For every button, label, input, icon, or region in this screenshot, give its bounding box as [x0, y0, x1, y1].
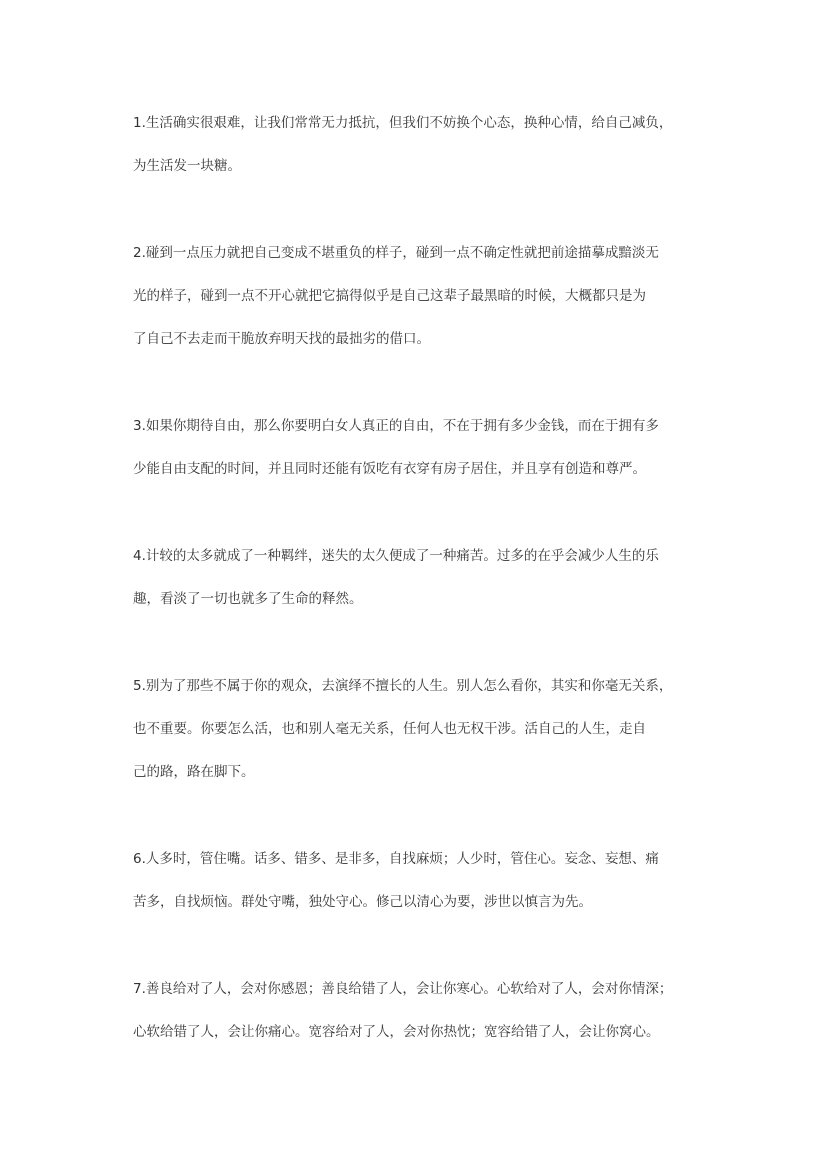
paragraph-line: 7.善良给对了人，会对你感恩；善良给错了人，会让你寒心。心软给对了人，会对你情深； [133, 981, 673, 997]
paragraph-6 [133, 849, 698, 912]
paragraph-line: 5.别为了那些不属于你的观众，去演绎不擅长的人生。别人怎么看你，其实和你毫无关系， [133, 678, 673, 694]
paragraph-2 [133, 243, 698, 349]
paragraph-line: 趣，看淡了一切也就多了生命的释然。 [133, 591, 363, 607]
paragraph-5 [133, 676, 698, 782]
paragraph-line: 少能自由支配的时间，并且同时还能有饭吃有衣穿有房子居住，并且享有创造和尊严。 [133, 461, 646, 477]
paragraph-line: 3.如果你期待自由，那么你要明白女人真正的自由，不在于拥有多少金钱，而在于拥有多 [133, 418, 659, 434]
paragraph-line: 4.计较的太多就成了一种羁绊，迷失的太久便成了一种痛苦。过多的在乎会减少人生的乐 [133, 548, 659, 564]
paragraph-line: 了自己不去走而干脆放弃明天找的最拙劣的借口。 [133, 331, 430, 347]
paragraph-line: 心软给错了人，会让你痛心。宽容给对了人，会对你热忱；宽容给错了人，会让你窝心。 [133, 1024, 660, 1040]
paragraph-line: 1.生活确实很艰难，让我们常常无力抵抗，但我们不妨换个心态，换种心情，给自己减负， [133, 115, 673, 131]
paragraph-line: 苦多，自找烦恼。群处守嘴，独处守心。修己以清心为要，涉世以慎言为先。 [133, 894, 592, 910]
paragraph-line: 为生活发一块糖。 [133, 158, 241, 174]
paragraph-3 [133, 416, 698, 479]
paragraph-line: 也不重要。你要怎么活，也和别人毫无关系，任何人也无权干涉。活自己的人生，走自 [133, 721, 646, 737]
paragraph-line: 己的路，路在脚下。 [133, 764, 255, 780]
paragraph-line: 6.人多时，管住嘴。话多、错多、是非多，自找麻烦；人少时，管住心。妄念、妄想、痛 [133, 851, 659, 867]
paragraph-line: 2.碰到一点压力就把自己变成不堪重负的样子，碰到一点不确定性就把前途描摹成黯淡无 [133, 245, 659, 261]
paragraph-line: 光的样子，碰到一点不开心就把它搞得似乎是自己这辈子最黑暗的时候，大概都只是为 [133, 288, 646, 304]
paragraph-4 [133, 546, 698, 609]
paragraph-7 [133, 979, 698, 1042]
paragraph-1 [133, 113, 698, 176]
